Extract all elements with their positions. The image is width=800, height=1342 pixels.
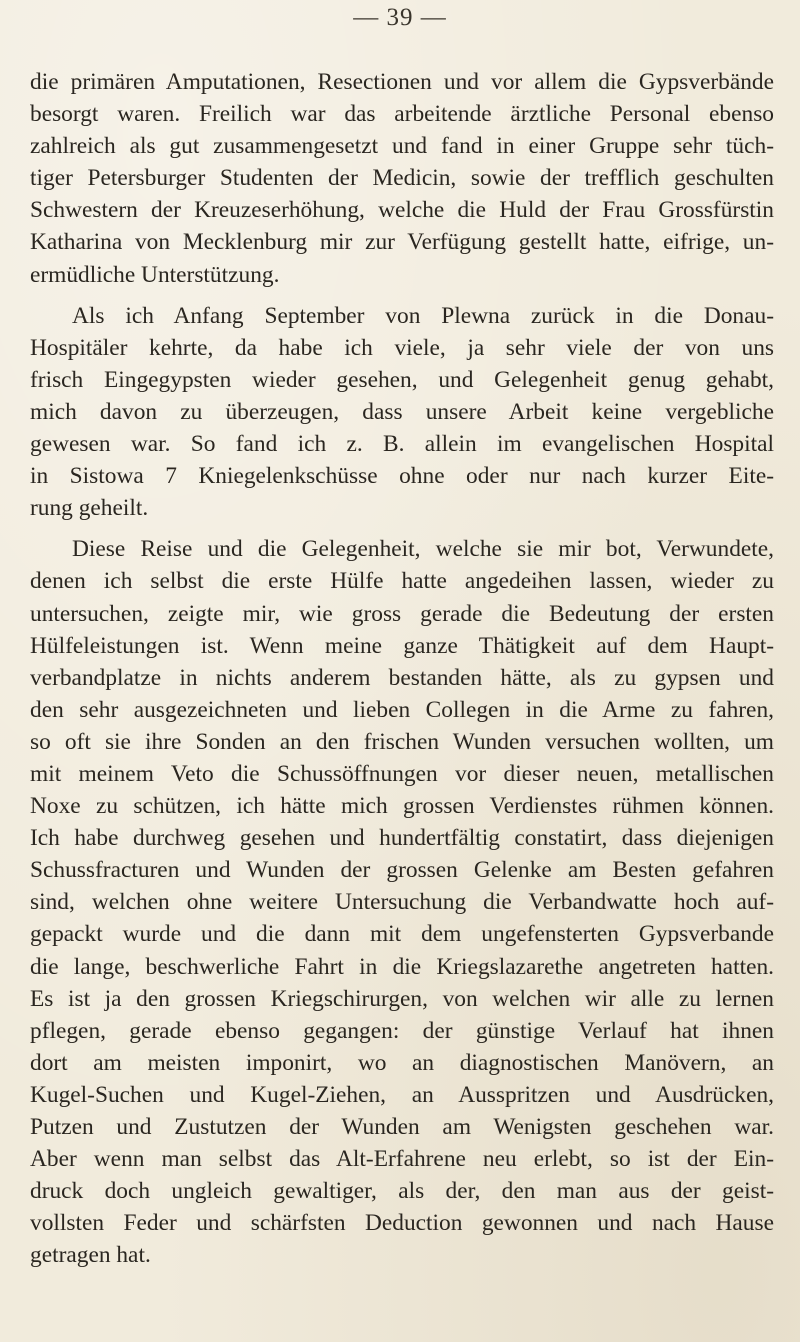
body-text	[30, 66, 774, 1271]
paragraph-gap	[30, 291, 774, 300]
text-line: mich davon zu überzeugen, dass unsere Arbeit keine vergebliche	[30, 398, 774, 425]
text-line: frisch Eingegypsten wieder gesehen, und Gelegenheit genug gehabt,	[30, 366, 774, 393]
text-line: Es ist ja den grossen Kriegschirurgen, von welchen wir alle zu lernen	[30, 985, 774, 1012]
text-line: die lange, beschwerliche Fahrt in die Kriegslazarethe angetreten hatten.	[30, 953, 774, 980]
text-line: Ich habe durchweg gesehen und hundertfältig constatirt, dass diejenigen	[30, 825, 774, 852]
text-line: Noxe zu schützen, ich hätte mich grossen Verdienstes rühmen können.	[30, 793, 774, 820]
text-line: gewesen war. So fand ich z. B. allein im evangelischen Hospital	[30, 431, 774, 458]
text-line: Kugel-Suchen und Kugel-Ziehen, an Ausspritzen und Ausdrücken,	[30, 1081, 774, 1108]
text-line: zahlreich als gut zusammengesetzt und fand in einer Gruppe sehr tüch-	[30, 133, 774, 160]
text-line: sind, welchen ohne weitere Untersuchung die Verbandwatte hoch auf-	[30, 889, 774, 916]
text-line: vollsten Feder und schärfsten Deduction gewonnen und nach Hause	[30, 1210, 774, 1237]
text-line: ermüdliche Unterstützung.	[30, 261, 280, 288]
text-line: in Sistowa 7 Kniegelenkschüsse ohne oder nur nach kurzer Eite-	[30, 463, 774, 490]
text-line: Aber wenn man selbst das Alt-Erfahrene neu erlebt, so ist der Ein-	[30, 1146, 774, 1173]
text-line: Katharina von Mecklenburg mir zur Verfügung gestellt hatte, eifrige, un-	[30, 229, 774, 256]
text-line: verbandplatze in nichts anderem bestanden hätte, als zu gypsen und	[30, 664, 774, 691]
text-line: so oft sie ihre Sonden an den frischen Wunden versuchen wollten, um	[30, 728, 774, 755]
text-line: Putzen und Zustutzen der Wunden am Wenigsten geschehen war.	[30, 1114, 774, 1140]
text-line: dort am meisten imponirt, wo an diagnostischen Manövern, an	[30, 1049, 774, 1076]
text-line: untersuchen, zeigte mir, wie gross gerade die Bedeutung der ersten	[30, 600, 774, 627]
text-line: Hülfeleistungen ist. Wenn meine ganze Thätigkeit auf dem Haupt-	[30, 632, 774, 659]
text-line: Schwestern der Kreuzeserhöhung, welche die Huld der Frau Grossfürstin	[30, 197, 774, 224]
text-line: gepackt wurde und die dann mit dem ungefensterten Gypsverbande	[30, 921, 774, 948]
paragraph-1	[30, 66, 774, 291]
text-line: rung geheilt.	[30, 495, 149, 522]
text-line: denen ich selbst die erste Hülfe hatte angedeihen lassen, wieder zu	[30, 568, 774, 595]
text-line: Schussfracturen und Wunden der grossen Gelenke am Besten gefahren	[30, 857, 774, 884]
text-line: getragen hat.	[30, 1242, 151, 1269]
text-line: besorgt waren. Freilich war das arbeitende ärztliche Personal ebenso	[30, 101, 774, 128]
text-line: tiger Petersburger Studenten der Medicin, sowie der trefflich geschulten	[30, 165, 774, 192]
text-line: Diese Reise und die Gelegenheit, welche sie mir bot, Verwundete,	[72, 536, 774, 563]
text-line: druck doch ungleich gewaltiger, als der, den man aus der geist-	[30, 1178, 774, 1205]
paragraph-gap	[30, 524, 774, 533]
text-line: mit meinem Veto die Schussöffnungen vor dieser neuen, metallischen	[30, 760, 774, 787]
text-line: die primären Amputationen, Resectionen und vor allem die Gypsverbände	[30, 69, 774, 95]
text-line: pflegen, gerade ebenso gegangen: der günstige Verlauf hat ihnen	[30, 1017, 774, 1044]
page-number: — 39 —	[353, 4, 447, 31]
text-line: Als ich Anfang September von Plewna zurück in die Donau-	[72, 302, 774, 329]
text-line: Hospitäler kehrte, da habe ich viele, ja sehr viele der von uns	[30, 334, 774, 361]
paragraph-2	[30, 300, 774, 525]
text-line: den sehr ausgezeichneten und lieben Collegen in die Arme zu fahren,	[30, 696, 774, 723]
paragraph-3	[30, 533, 774, 1271]
